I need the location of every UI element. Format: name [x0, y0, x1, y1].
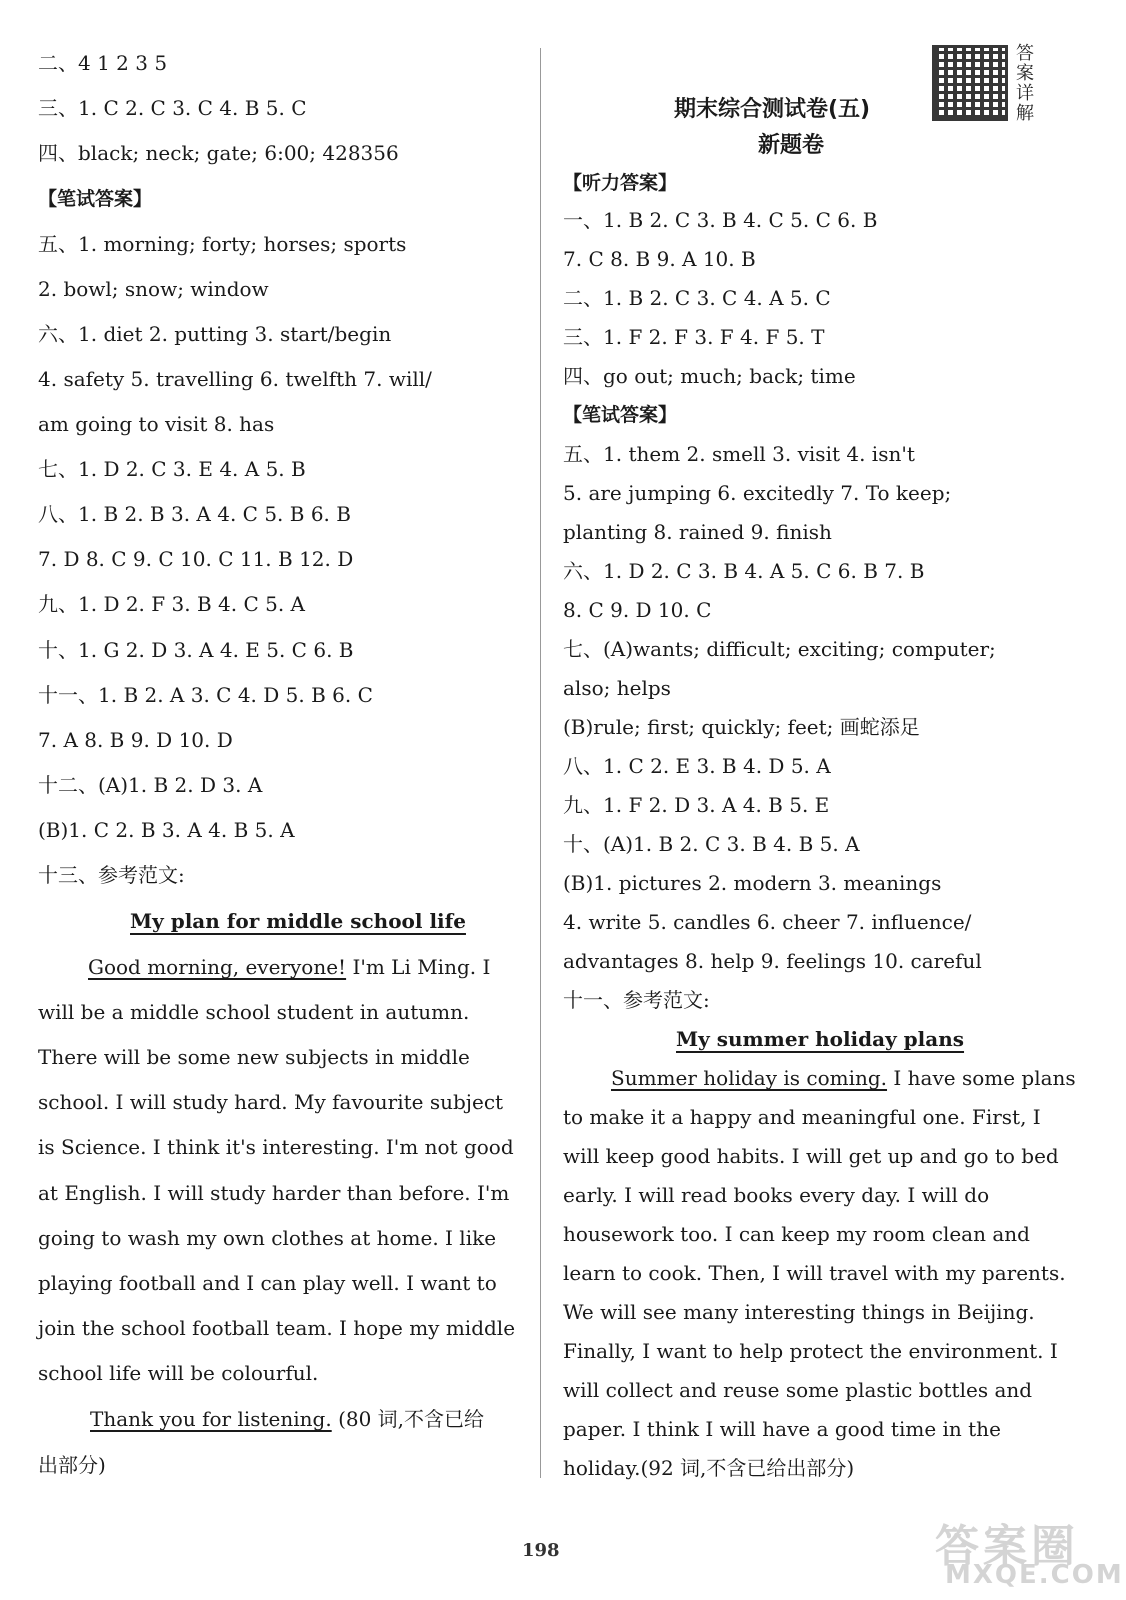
section-heading: 【听力答案】	[563, 172, 678, 194]
watermark-url: MXQE.COM	[945, 1560, 1124, 1590]
answer-line: 八、1. C 2. E 3. B 4. D 5. A	[563, 754, 831, 778]
essay-line: will collect and reuse some plastic bottles and	[563, 1378, 1033, 1402]
answer-line: planting 8. rained 9. finish	[563, 520, 832, 544]
answer-line: 六、1. D 2. C 3. B 4. A 5. C 6. B 7. B	[563, 559, 925, 583]
essay-line: school. I will study hard. My favourite subject	[38, 1090, 504, 1114]
essay-line: There will be some new subjects in middle	[38, 1045, 470, 1069]
answer-line: 六、1. diet 2. putting 3. start/begin	[38, 322, 392, 346]
answer-line: 三、1. C 2. C 3. C 4. B 5. C	[38, 96, 307, 120]
essay-line: school life will be colourful.	[38, 1361, 319, 1385]
answer-line: 7. D 8. C 9. C 10. C 11. B 12. D	[38, 547, 354, 571]
essay-title: My plan for middle school life	[130, 909, 466, 933]
answer-line: 十、(A)1. B 2. C 3. B 4. B 5. A	[563, 832, 860, 856]
essay-line: will keep good habits. I will get up and go to bed	[563, 1144, 1059, 1168]
essay-line: at English. I will study harder than before. I'm	[38, 1181, 510, 1205]
answer-line: advantages 8. help 9. feelings 10. careful	[563, 949, 982, 973]
answer-line: 5. are jumping 6. excitedly 7. To keep;	[563, 481, 952, 505]
qr-label: 答案详解	[1016, 43, 1034, 124]
section-heading: 【笔试答案】	[38, 188, 153, 210]
answer-line: 五、1. them 2. smell 3. visit 4. isn't	[563, 442, 915, 466]
essay-line: join the school football team. I hope my middle	[38, 1316, 516, 1340]
essay-line: to make it a happy and meaningful one. First, I	[563, 1105, 1041, 1129]
answer-line: 4. safety 5. travelling 6. twelfth 7. will/	[38, 367, 432, 391]
word-count-note: (80 词,不含已给	[338, 1407, 485, 1431]
answer-line: 十、1. G 2. D 3. A 4. E 5. C 6. B	[38, 638, 354, 662]
answer-line: 三、1. F 2. F 3. F 4. F 5. T	[563, 325, 825, 349]
essay-closing: Thank you for listening.	[90, 1407, 332, 1431]
essay-opening: Summer holiday is coming.	[611, 1066, 888, 1090]
answer-line: 二、1. B 2. C 3. C 4. A 5. C	[563, 286, 831, 310]
answer-line: 五、1. morning; forty; horses; sports	[38, 232, 407, 256]
page-subtitle: 新题卷	[758, 133, 825, 158]
essay-title: My summer holiday plans	[676, 1027, 965, 1051]
essay-text: I have some plans	[887, 1066, 1076, 1090]
essay-text: I'm Li Ming. I	[346, 955, 491, 979]
answer-line: (B)rule; first; quickly; feet; 画蛇添足	[563, 715, 920, 739]
answer-line: 7. A 8. B 9. D 10. D	[38, 728, 233, 752]
page-title: 期末综合测试卷(五)	[674, 97, 871, 122]
qr-code[interactable]	[932, 45, 1008, 121]
essay-line: is Science. I think it's interesting. I'm not good	[38, 1135, 514, 1159]
essay-line: paper. I think I will have a good time in the	[563, 1417, 1001, 1441]
answer-line: 九、1. D 2. F 3. B 4. C 5. A	[38, 592, 305, 616]
answer-line: 四、black; neck; gate; 6:00; 428356	[38, 141, 399, 165]
answer-line: 8. C 9. D 10. C	[563, 598, 712, 622]
essay-line: holiday.(92 词,不含已给出部分)	[563, 1456, 855, 1480]
answer-line: 一、1. B 2. C 3. B 4. C 5. C 6. B	[563, 208, 878, 232]
answer-line: (B)1. pictures 2. modern 3. meanings	[563, 871, 942, 895]
answer-line: 2. bowl; snow; window	[38, 277, 269, 301]
answer-line: 7. C 8. B 9. A 10. B	[563, 247, 756, 271]
answer-line: 二、4 1 2 3 5	[38, 51, 168, 75]
essay-line: housework too. I can keep my room clean and	[563, 1222, 1030, 1246]
essay-line	[90, 1406, 484, 1432]
word-count-note: 出部分)	[38, 1453, 106, 1477]
essay-opening: Good morning, everyone!	[88, 955, 347, 979]
essay-line: going to wash my own clothes at home. I like	[38, 1226, 497, 1250]
essay-line: playing football and I can play well. I want to	[38, 1271, 497, 1295]
answer-line: 十二、(A)1. B 2. D 3. A	[38, 773, 263, 797]
essay-line	[611, 1065, 1076, 1091]
answer-line: 十一、参考范文:	[563, 988, 710, 1012]
essay-line: early. I will read books every day. I will do	[563, 1183, 990, 1207]
answer-line: 七、1. D 2. C 3. E 4. A 5. B	[38, 457, 306, 481]
column-divider	[540, 48, 541, 1478]
watermark-text: 答案圈	[935, 1521, 1079, 1572]
answer-line: am going to visit 8. has	[38, 412, 275, 436]
answer-line: also; helps	[563, 676, 671, 700]
answer-line: 九、1. F 2. D 3. A 4. B 5. E	[563, 793, 830, 817]
essay-line: will be a middle school student in autumn.	[38, 1000, 470, 1024]
section-heading: 【笔试答案】	[563, 404, 678, 426]
watermark-logo	[905, 1510, 1124, 1595]
answer-line: 七、(A)wants; difficult; exciting; computer;	[563, 637, 996, 661]
essay-line: learn to cook. Then, I will travel with my parents.	[563, 1261, 1066, 1285]
essay-line: We will see many interesting things in Beijing.	[563, 1300, 1035, 1324]
essay-line	[88, 954, 490, 980]
answer-line: 4. write 5. candles 6. cheer 7. influence/	[563, 910, 972, 934]
page-number: 198	[522, 1540, 560, 1561]
answer-line: 八、1. B 2. B 3. A 4. C 5. B 6. B	[38, 502, 351, 526]
answer-line: 十三、参考范文:	[38, 863, 185, 887]
essay-line: Finally, I want to help protect the environment. I	[563, 1339, 1058, 1363]
answer-line: 四、go out; much; back; time	[563, 364, 856, 388]
answer-line: 十一、1. B 2. A 3. C 4. D 5. B 6. C	[38, 683, 373, 707]
answer-line: (B)1. C 2. B 3. A 4. B 5. A	[38, 818, 295, 842]
